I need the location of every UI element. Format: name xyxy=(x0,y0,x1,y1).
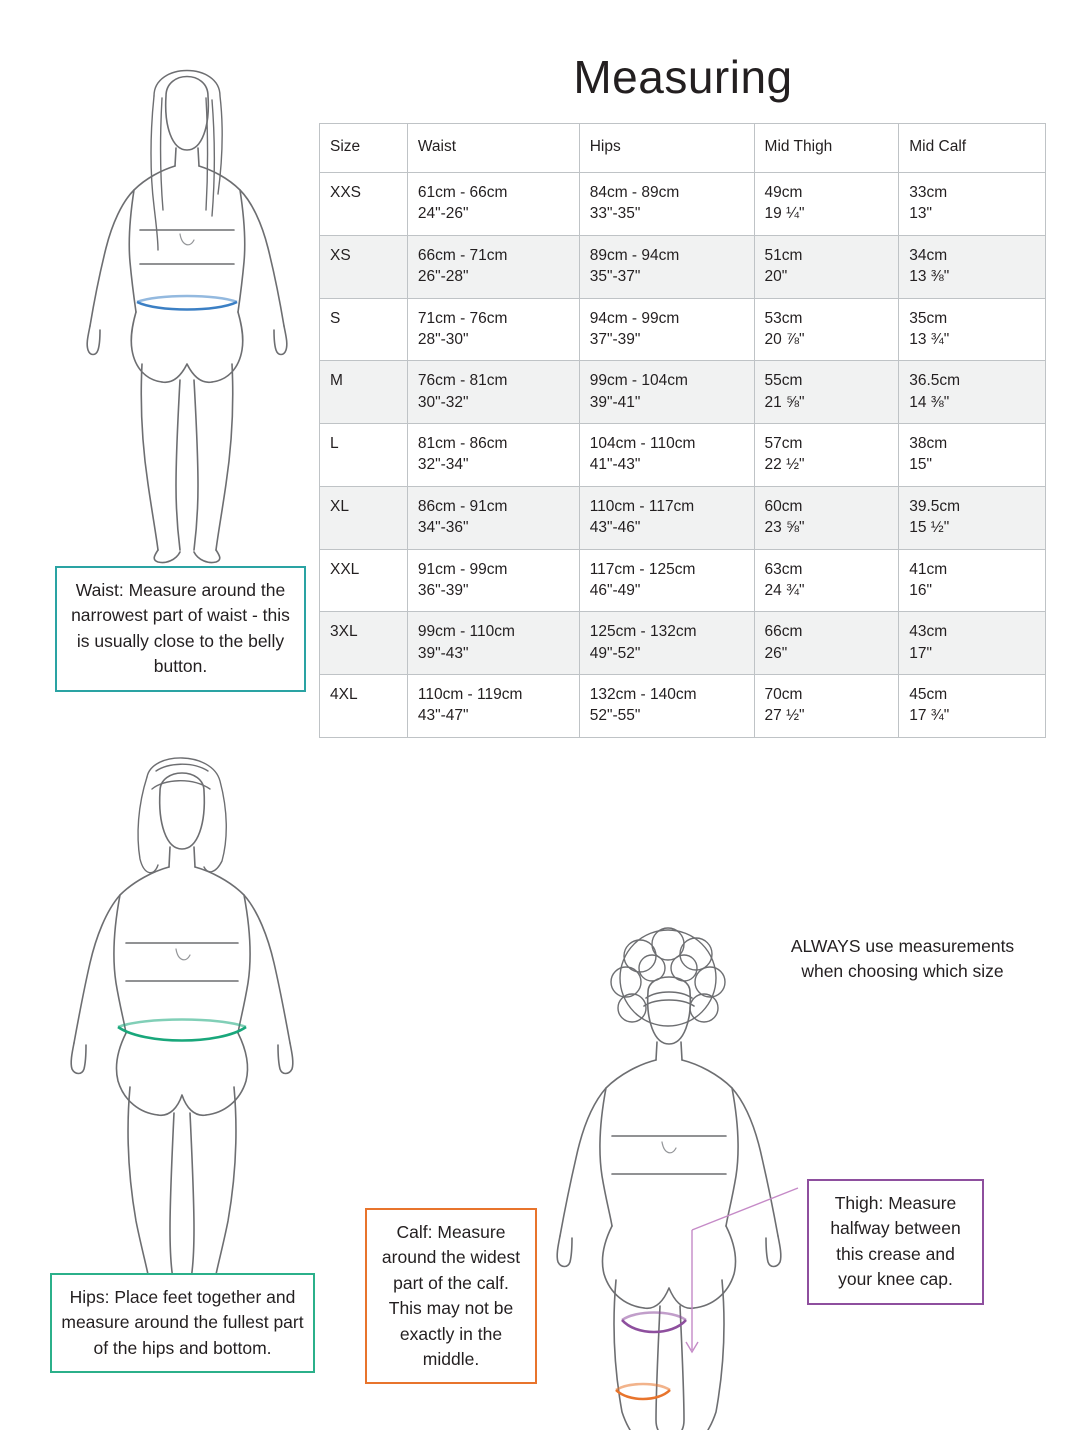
cell-mid-calf-in: 17 ¾" xyxy=(909,707,950,725)
table-row xyxy=(320,549,1046,612)
cell-hips-in: 41"-43" xyxy=(589,456,641,474)
cell-mid-thigh-cm: 53cm xyxy=(764,309,803,327)
cell-waist-cm: 61cm - 66cm xyxy=(417,184,508,201)
cell-mid-calf-in: 15 ½" xyxy=(909,519,950,537)
callout-calf xyxy=(365,1208,537,1384)
cell-mid-thigh-cm: 60cm xyxy=(764,497,803,515)
cell-waist-in: 43"-47" xyxy=(417,707,469,725)
cell-waist xyxy=(407,361,579,424)
table-row xyxy=(320,675,1046,738)
cell-waist xyxy=(407,173,579,236)
cell-mid-thigh xyxy=(754,612,899,675)
cell-mid-thigh-cm: 49cm xyxy=(764,184,803,201)
cell-hips-cm: 125cm - 132cm xyxy=(589,623,697,641)
cell-mid-calf-cm: 34cm xyxy=(909,246,948,264)
callout-calf-text: Calf: Measure around the widest part of the calf. This may not be exactly in the middle. xyxy=(381,1222,521,1369)
cell-hips xyxy=(579,235,754,298)
cell-mid-thigh-in: 19 ¼" xyxy=(764,205,805,223)
cell-mid-calf-in: 13 ¾" xyxy=(909,330,950,348)
figure-thigh-and-calf-measurement xyxy=(540,920,800,1430)
cell-mid-calf xyxy=(899,361,1046,424)
cell-mid-calf xyxy=(899,298,1046,361)
cell-mid-thigh-cm: 51cm xyxy=(764,246,803,264)
cell-hips-in: 33"-35" xyxy=(589,205,641,223)
cell-waist xyxy=(407,675,579,738)
cell-hips-in: 49"-52" xyxy=(589,644,641,662)
cell-mid-thigh-in: 23 ⅝" xyxy=(764,519,805,537)
cell-hips-in: 46"-49" xyxy=(589,581,641,599)
cell-mid-thigh-cm: 55cm xyxy=(764,372,803,390)
cell-hips-cm: 89cm - 94cm xyxy=(589,246,680,264)
cell-size: XS xyxy=(320,235,408,298)
cell-mid-calf-cm: 33cm xyxy=(909,184,948,201)
cell-mid-calf xyxy=(899,173,1046,236)
cell-hips-cm: 104cm - 110cm xyxy=(589,435,696,452)
cell-waist-cm: 110cm - 119cm xyxy=(417,686,523,703)
cell-mid-thigh xyxy=(754,549,899,612)
cell-waist-cm: 91cm - 99cm xyxy=(417,560,508,578)
page-title: Measuring xyxy=(573,51,793,103)
cell-mid-thigh xyxy=(754,361,899,424)
cell-hips xyxy=(579,298,754,361)
callout-waist xyxy=(55,566,306,692)
column-header-hips: Hips xyxy=(579,124,754,173)
column-header-size: Size xyxy=(320,124,408,173)
cell-waist-in: 24"-26" xyxy=(417,205,469,223)
cell-mid-calf-cm: 41cm xyxy=(909,560,948,578)
cell-mid-thigh-cm: 66cm xyxy=(764,623,803,641)
table-row xyxy=(320,424,1046,487)
cell-mid-thigh-in: 20" xyxy=(764,268,788,286)
cell-mid-calf-cm: 45cm xyxy=(909,686,948,703)
table-row xyxy=(320,612,1046,675)
cell-hips xyxy=(579,173,754,236)
table-row xyxy=(320,361,1046,424)
cell-waist-in: 32"-34" xyxy=(417,456,469,474)
callout-hips-text: Hips: Place feet together and measure around the fullest part of the hips and bottom. xyxy=(61,1287,304,1358)
cell-mid-thigh-cm: 63cm xyxy=(764,560,803,578)
cell-size: XXS xyxy=(320,173,408,236)
cell-waist xyxy=(407,298,579,361)
cell-mid-thigh xyxy=(754,424,899,487)
cell-mid-calf-in: 16" xyxy=(909,581,932,599)
cell-mid-thigh xyxy=(754,173,899,236)
column-header-mid-calf: Mid Calf xyxy=(899,124,1046,173)
cell-mid-calf-in: 13 ⅜" xyxy=(909,268,950,286)
cell-mid-calf xyxy=(899,235,1046,298)
cell-waist-cm: 76cm - 81cm xyxy=(417,372,508,390)
callout-waist-text: Waist: Measure around the narrowest part of waist - this is usually close to the belly button. xyxy=(71,580,290,677)
cell-hips-in: 35"-37" xyxy=(589,268,641,286)
callout-thigh xyxy=(807,1179,984,1305)
cell-waist-in: 26"-28" xyxy=(417,268,469,286)
cell-hips-in: 43"-46" xyxy=(589,519,641,537)
cell-mid-thigh-in: 24 ¾" xyxy=(764,581,805,599)
cell-waist-cm: 71cm - 76cm xyxy=(417,309,508,327)
cell-size: XL xyxy=(320,486,408,549)
cell-hips xyxy=(579,612,754,675)
cell-mid-calf-in: 17" xyxy=(909,644,932,662)
cell-size: L xyxy=(320,424,408,487)
cell-hips-cm: 99cm - 104cm xyxy=(589,372,688,390)
cell-mid-calf-cm: 39.5cm xyxy=(909,497,961,515)
cell-hips-cm: 110cm - 117cm xyxy=(589,497,695,515)
cell-hips-cm: 94cm - 99cm xyxy=(589,309,680,327)
cell-hips-in: 37"-39" xyxy=(589,330,641,348)
cell-waist-cm: 81cm - 86cm xyxy=(417,435,508,452)
cell-waist-in: 36"-39" xyxy=(417,581,469,599)
cell-waist-in: 39"-43" xyxy=(417,644,469,662)
cell-waist xyxy=(407,612,579,675)
size-chart-table xyxy=(319,123,1046,738)
cell-mid-thigh-in: 21 ⅝" xyxy=(764,393,805,411)
cell-mid-calf-in: 14 ⅜" xyxy=(909,393,950,411)
figure-waist-measurement xyxy=(62,34,312,564)
callout-hips xyxy=(50,1273,315,1373)
cell-mid-calf xyxy=(899,612,1046,675)
cell-hips xyxy=(579,424,754,487)
cell-hips xyxy=(579,361,754,424)
cell-size: M xyxy=(320,361,408,424)
cell-hips-cm: 132cm - 140cm xyxy=(589,686,697,703)
cell-waist-in: 28"-30" xyxy=(417,330,469,348)
cell-waist xyxy=(407,235,579,298)
cell-mid-calf-cm: 43cm xyxy=(909,623,948,641)
cell-mid-calf-in: 15" xyxy=(909,456,932,474)
cell-mid-calf xyxy=(899,424,1046,487)
cell-waist-in: 34"-36" xyxy=(417,519,469,537)
cell-hips-in: 52"-55" xyxy=(589,707,641,725)
cell-mid-thigh xyxy=(754,486,899,549)
cell-mid-thigh xyxy=(754,298,899,361)
cell-size: XXL xyxy=(320,549,408,612)
cell-mid-calf xyxy=(899,675,1046,738)
cell-size: 4XL xyxy=(320,675,408,738)
cell-size: S xyxy=(320,298,408,361)
cell-mid-thigh xyxy=(754,235,899,298)
cell-hips xyxy=(579,549,754,612)
cell-mid-thigh-in: 26" xyxy=(764,644,788,662)
cell-mid-thigh xyxy=(754,675,899,738)
cell-mid-thigh-in: 22 ½" xyxy=(764,456,805,474)
cell-waist-in: 30"-32" xyxy=(417,393,469,411)
cell-waist-cm: 86cm - 91cm xyxy=(417,497,508,515)
cell-mid-calf xyxy=(899,549,1046,612)
cell-mid-thigh-cm: 70cm xyxy=(764,686,803,703)
table-header-row xyxy=(320,124,1046,173)
cell-hips xyxy=(579,675,754,738)
note-always-use-measurements: ALWAYS use measurements when choosing which size xyxy=(790,936,1015,982)
cell-mid-calf xyxy=(899,486,1046,549)
cell-waist xyxy=(407,549,579,612)
callout-thigh-text: Thigh: Measure halfway between this crease and your knee cap. xyxy=(830,1193,961,1290)
column-header-waist: Waist xyxy=(407,124,579,173)
cell-hips-cm: 84cm - 89cm xyxy=(589,184,680,201)
cell-mid-calf-in: 13" xyxy=(909,205,932,223)
cell-waist xyxy=(407,486,579,549)
column-header-mid-thigh: Mid Thigh xyxy=(754,124,899,173)
cell-mid-calf-cm: 38cm xyxy=(909,435,948,452)
cell-waist xyxy=(407,424,579,487)
cell-hips-in: 39"-41" xyxy=(589,393,641,411)
cell-mid-thigh-in: 20 ⅞" xyxy=(764,330,805,348)
cell-waist-cm: 66cm - 71cm xyxy=(417,246,508,264)
cell-mid-calf-cm: 35cm xyxy=(909,309,948,327)
table-row xyxy=(320,298,1046,361)
cell-hips xyxy=(579,486,754,549)
cell-hips-cm: 117cm - 125cm xyxy=(589,560,696,578)
figure-hips-measurement xyxy=(52,735,322,1295)
table-row xyxy=(320,486,1046,549)
cell-mid-calf-cm: 36.5cm xyxy=(909,372,961,390)
cell-waist-cm: 99cm - 110cm xyxy=(417,623,515,641)
cell-mid-thigh-cm: 57cm xyxy=(764,435,803,452)
table-row xyxy=(320,235,1046,298)
cell-mid-thigh-in: 27 ½" xyxy=(764,707,805,725)
cell-size: 3XL xyxy=(320,612,408,675)
table-row xyxy=(320,173,1046,236)
